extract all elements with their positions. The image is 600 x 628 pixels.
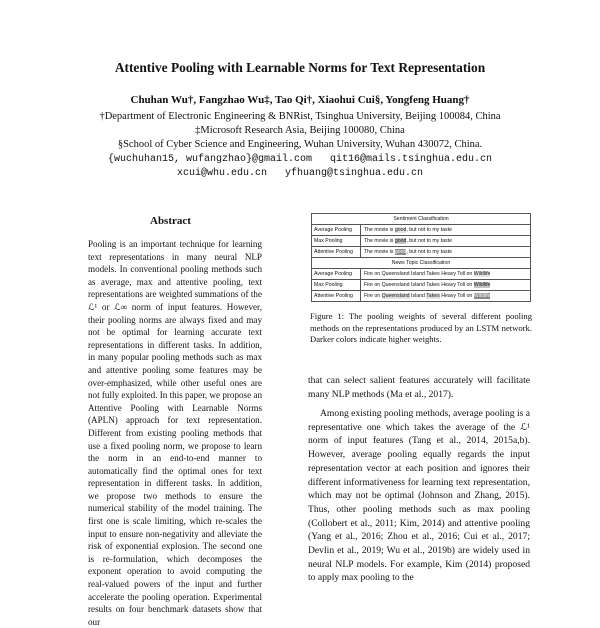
figure-row — [312, 225, 530, 236]
row-label: Average Pooling — [312, 269, 361, 279]
row-label: Max Pooling — [312, 236, 361, 246]
sentence: Fire on Queensland Island Takes Heavy Toll on Wildlife — [364, 271, 491, 277]
sentence: The movie is good, but not to my taste — [364, 238, 452, 244]
sentence: The movie is good, but not to my taste — [364, 249, 452, 255]
figure-row — [312, 280, 530, 291]
row-label: Average Pooling — [312, 225, 361, 235]
figure-row — [312, 269, 530, 280]
right-paragraph-1: that can select salient features accurately will facilitate many NLP methods (Ma et al., 2017). — [308, 375, 530, 400]
sentence: Fire on Queensland Island Takes Heavy Toll on Wildlife — [364, 293, 491, 299]
figure-1 — [311, 213, 531, 302]
author-list: Chuhan Wu†, Fangzhao Wu‡, Tao Qi†, Xiaohui Cui§, Yongfeng Huang† — [130, 94, 470, 106]
affiliation-2: ‡Microsoft Research Asia, Beijing 100080, China — [195, 125, 405, 136]
sentence: Fire on Queensland Island Takes Heavy Toll on Wildlife — [364, 282, 491, 288]
abstract-body — [88, 238, 262, 628]
row-label: Attentive Pooling — [312, 291, 361, 301]
figure-row — [312, 236, 530, 247]
sentence: The movie is good, but not to my taste — [364, 227, 452, 233]
figure-section-news: News Topic Classification — [312, 258, 530, 269]
abstract-text: Pooling is an important technique for learning text representations in many neural NLP models. In conventional pooling methods such as average, max and attentive pooling, text representations are weighted summations of the ℒ¹ or ℒ∞ norm of input features. However, their pooling norms are always fixed and may not be optimal for learning accurate text representations in different tasks. In addition, in many popular pooling methods such as max and attentive pooling some features may be over-emphasized, while other useful ones are not fully exploited. In this paper, we propose an Attentive Pooling with Learnable Norms (APLN) approach for text representation. Different from existing pooling methods that use a fixed pooling norm, we propose to learn the norm in an end-to-end manner to automatically find the optimal ones for text representation in different tasks. In addition, we propose two methods to ensure the numerical stability of the model training. The first one is scale limiting, which re-scales the input to ensure non-negativity and alleviate the risk of exponential explosion. The second one is re-formulation, which decomposes the exponent operation to avoid computing the real-valued powers of the input and further accelerate the pooling operation. Experimental results on four benchmark datasets show that our — [88, 239, 262, 627]
affiliation-3: §School of Cyber Science and Engineering, Wuhan University, Wuhan 430072, China. — [117, 139, 483, 150]
abstract-heading: Abstract — [150, 215, 191, 227]
figure-row — [312, 247, 530, 258]
right-paragraph-2: Among existing pooling methods, average pooling is a representative one which takes the average of the ℒ¹ norm of input features (Tang et al., 2014, 2015a,b). However, average pooling equally regards the input representation vector at each position and ignores their different informativeness for learning text representation, which may not be optimal (Johnson and Zhang, 2015). Thus, other pooling methods such as max pooling (Collobert et al., 2011; Kim, 2014) and attentive pooling (Yang et al., 2016; Zhou et al., 2016; Cui et al., 2017; Devlin et al., 2019; Wu et al., 2019b) are widely used in neural NLP models. For example, Kim (2014) proposed to apply max pooling to the — [308, 408, 530, 584]
paper-title: Attentive Pooling with Learnable Norms for Text Representation — [114, 60, 486, 75]
figure-row — [312, 291, 530, 301]
row-label: Max Pooling — [312, 280, 361, 290]
figure-caption: Figure 1: The pooling weights of several different pooling methods on the representations produced by an LSTM network. Darker colors indicate higher weights. — [310, 311, 532, 345]
figure-section-sentiment: Sentiment Classification — [312, 214, 530, 225]
email-line-2: xcui@whu.edu.cn yfhuang@tsinghua.edu.cn — [176, 168, 424, 179]
email-line-1: {wuchuhan15, wufangzhao}@gmail.com qit16@mails.tsinghua.edu.cn — [107, 154, 493, 165]
row-label: Attentive Pooling — [312, 247, 361, 257]
affiliation-1: †Department of Electronic Engineering & BNRist, Tsinghua University, Beijing 100084, China — [99, 111, 501, 122]
